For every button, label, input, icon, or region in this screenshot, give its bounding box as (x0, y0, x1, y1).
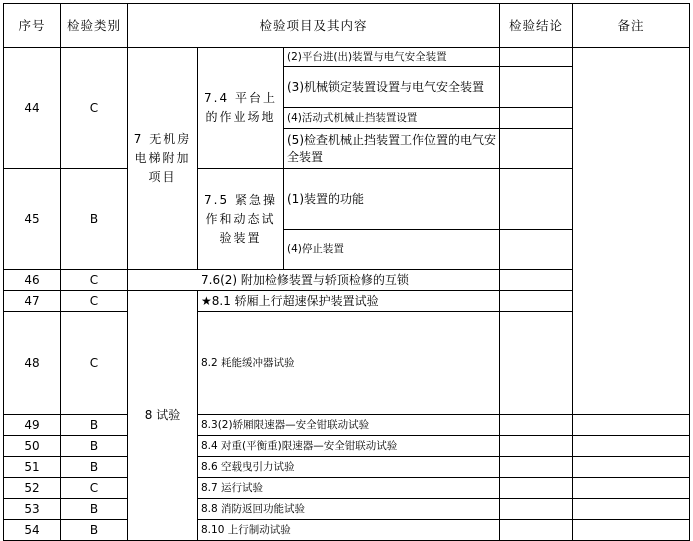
conclusion-cell (500, 48, 573, 67)
remark-cell (573, 48, 690, 415)
item-cell: 8.4 对重(平衡重)限速器—安全钳联动试验 (198, 436, 500, 457)
conclusion-cell (500, 457, 573, 478)
row-no: 45 (4, 169, 61, 270)
row-no: 49 (4, 415, 61, 436)
item-cell: (4)停止装置 (284, 230, 500, 270)
row-category: B (61, 415, 128, 436)
conclusion-cell (500, 270, 573, 291)
conclusion-cell (500, 415, 573, 436)
row-no: 46 (4, 270, 61, 291)
row-category: B (61, 457, 128, 478)
header-seq: 序号 (4, 4, 61, 48)
conclusion-cell (500, 520, 573, 541)
conclusion-cell (500, 478, 573, 499)
row-no: 52 (4, 478, 61, 499)
row-no: 54 (4, 520, 61, 541)
row-category: C (61, 312, 128, 415)
header-conclusion: 检验结论 (500, 4, 573, 48)
header-items: 检验项目及其内容 (128, 4, 500, 48)
conclusion-cell (500, 108, 573, 129)
remark-cell (573, 499, 690, 520)
row-no: 44 (4, 48, 61, 169)
item-cell: 8.8 消防返回功能试验 (198, 499, 500, 520)
table-row (4, 48, 690, 67)
conclusion-cell (500, 291, 573, 312)
row-category: B (61, 520, 128, 541)
item-cell: 8.7 运行试验 (198, 478, 500, 499)
row-category: C (61, 291, 128, 312)
conclusion-cell (500, 129, 573, 169)
table-row (4, 520, 690, 541)
conclusion-cell (500, 436, 573, 457)
item-cell: ★8.1 轿厢上行超速保护装置试验 (198, 291, 500, 312)
table-row (4, 478, 690, 499)
header-row (4, 4, 690, 48)
conclusion-cell (500, 67, 573, 108)
row-no: 48 (4, 312, 61, 415)
row-category: C (61, 48, 128, 169)
row-category: B (61, 169, 128, 270)
table-row (4, 436, 690, 457)
row-category: B (61, 499, 128, 520)
item-cell: 8.2 耗能缓冲器试验 (198, 312, 500, 415)
remark-cell (573, 457, 690, 478)
group-7-5: 7.5 紧急操作和动态试验装置 (198, 169, 284, 270)
remark-cell (573, 415, 690, 436)
table-row (4, 457, 690, 478)
remark-cell (573, 478, 690, 499)
inspection-table (3, 3, 690, 541)
row-no: 50 (4, 436, 61, 457)
group-7: 7 无机房电梯附加项目 (128, 48, 198, 270)
row-no: 47 (4, 291, 61, 312)
row-category: C (61, 270, 128, 291)
remark-cell (573, 520, 690, 541)
item-cell: 7.6(2) 附加检修装置与轿顶检修的互锁 (128, 270, 500, 291)
group-7-4: 7.4 平台上的作业场地 (198, 48, 284, 169)
item-cell: (1)装置的功能 (284, 169, 500, 230)
header-remark: 备注 (573, 4, 690, 48)
item-cell: 8.3(2)轿厢限速器—安全钳联动试验 (198, 415, 500, 436)
item-cell: (4)活动式机械止挡装置设置 (284, 108, 500, 129)
item-cell: (2)平台进(出)装置与电气安全装置 (284, 48, 500, 67)
row-category: C (61, 478, 128, 499)
item-cell: (3)机械锁定装置设置与电气安全装置 (284, 67, 500, 108)
row-category: B (61, 436, 128, 457)
conclusion-cell (500, 230, 573, 270)
group-8: 8 试验 (128, 291, 198, 541)
item-cell: 8.10 上行制动试验 (198, 520, 500, 541)
conclusion-cell (500, 312, 573, 415)
conclusion-cell (500, 499, 573, 520)
row-no: 53 (4, 499, 61, 520)
row-no: 51 (4, 457, 61, 478)
table-row (4, 415, 690, 436)
item-cell: 8.6 空载曳引力试验 (198, 457, 500, 478)
remark-cell (573, 436, 690, 457)
table-row (4, 499, 690, 520)
item-cell: (5)检查机械止挡装置工作位置的电气安全装置 (284, 129, 500, 169)
header-category: 检验类别 (61, 4, 128, 48)
conclusion-cell (500, 169, 573, 230)
